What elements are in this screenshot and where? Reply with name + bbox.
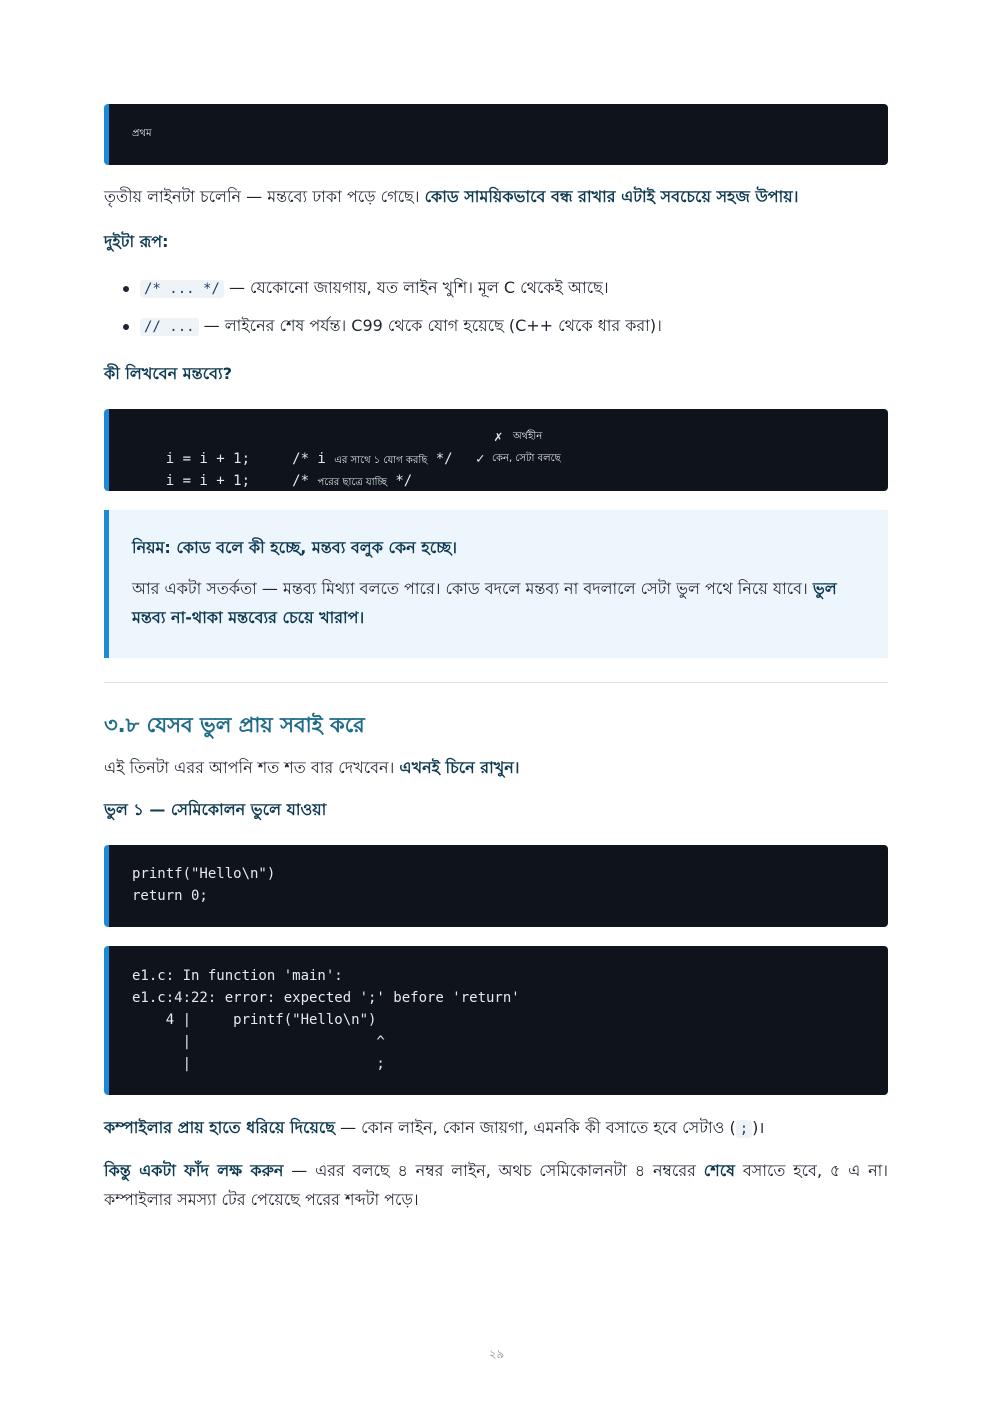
paragraph-text: — এরর বলছে ৪ নম্বর লাইন, অথচ সেমিকোলনটা ৪ নম্বরের	[283, 1161, 704, 1180]
list-item	[104, 312, 888, 350]
code-text: i = i + 1; /*	[165, 473, 318, 489]
paragraph-text: বসাতে হবে, ৫ এ না। কম্পাইলার সমস্যা টের পেয়েছে পরের শব্দটা পড়ে।	[104, 1161, 888, 1209]
inline-code: /* ... */	[140, 280, 224, 298]
code-comment: এর সাথে ১ যোগ করছি	[334, 455, 428, 466]
rule-text-body: আর একটা সতর্কতা — মন্তব্য মিথ্যা বলতে পারে। কোড বদলে মন্তব্য না বদলালে সেটা ভুল পথে নিয়ে যাবে।	[132, 579, 813, 598]
paragraph	[104, 1156, 888, 1214]
code-text: i = i + 1; /* i	[165, 451, 335, 467]
code-line	[132, 448, 888, 489]
code-line: return 0;	[132, 888, 208, 904]
code-line: e1.c: In function 'main':	[132, 968, 343, 984]
paragraph-bold: কিন্তু একটা ফাঁদ লক্ষ করুন	[104, 1161, 284, 1180]
rule-callout	[104, 510, 888, 658]
cross-mark: ✗	[494, 429, 503, 445]
code-line: প্রথম	[132, 128, 152, 139]
list-item-text: — যেকোনো জায়গায়, যত লাইন খুশি। মূল C থেকেই আছে।	[223, 278, 609, 297]
inline-code: ;	[736, 1120, 752, 1138]
paragraph-text: তৃতীয় লাইনটা চলেনি — মন্তব্যে ঢাকা পড়ে গেছে।	[104, 187, 425, 206]
intro-bold: এখনই চিনে রাখুন।	[399, 758, 520, 777]
mistake-heading: ভুল ১ — সেমিকোলন ভুলে যাওয়া	[104, 800, 327, 819]
code-note: অর্থহীন	[513, 431, 543, 442]
check-mark: ✓	[476, 451, 485, 467]
code-text: */	[427, 451, 453, 467]
paragraph	[104, 1113, 888, 1144]
code-line: | ^	[132, 1034, 385, 1050]
inline-code: // ...	[140, 318, 199, 336]
page-number: ২৯	[488, 1347, 505, 1361]
forms-list	[104, 274, 888, 350]
paragraph-bold: কম্পাইলার প্রায় হাতে ধরিয়ে দিয়েছে	[104, 1118, 335, 1137]
rule-title: নিয়ম: কোড বলে কী হচ্ছে, মন্তব্য বলুক কেন হচ্ছে।	[132, 538, 458, 557]
rule-text	[132, 574, 865, 632]
code-line: printf("Hello\n")	[132, 866, 276, 882]
code-note: কেন, সেটা বলছে	[492, 453, 561, 464]
code-text: */	[386, 473, 413, 489]
list-item-text: — লাইনের শেষ পর্যন্ত। C99 থেকে যোগ হয়েছে (C++ থেকে ধার করা)।	[198, 316, 662, 335]
paragraph-text: )।	[752, 1118, 765, 1137]
code-comment: পরের ছাত্রে যাচ্ছি	[317, 477, 387, 488]
list-item	[104, 274, 888, 312]
section-intro	[104, 753, 888, 782]
code-block-1	[104, 104, 888, 165]
divider	[104, 682, 888, 683]
bullet	[123, 324, 129, 330]
code-line: 4 | printf("Hello\n")	[132, 1012, 377, 1028]
code-line: e1.c:4:22: error: expected ';' before 'return'	[132, 990, 520, 1006]
paragraph	[104, 182, 888, 211]
forms-heading: দুইটা রূপ:	[104, 232, 169, 251]
code-block-3	[104, 845, 888, 927]
paragraph-text: — কোন লাইন, কোন জায়গা, এমনকি কী বসাতে হবে সেটাও (	[335, 1118, 736, 1137]
intro-text: এই তিনটা এরর আপনি শত শত বার দেখবেন।	[104, 758, 400, 777]
rule-text-bold: ভুল মন্তব্য না-থাকা মন্তব্যের চেয়ে খারাপ।	[132, 579, 837, 627]
code-block-2	[104, 409, 888, 491]
code-line: | ;	[132, 1056, 385, 1072]
what-heading: কী লিখবেন মন্তব্যে?	[104, 364, 232, 383]
section-title: ৩.৮ যেসব ভুল প্রায় সবাই করে	[104, 713, 365, 737]
paragraph-bold: কোড সাময়িকভাবে বন্ধ রাখার এটাই সবচেয়ে সহজ উপায়।	[424, 187, 799, 206]
code-block-4	[104, 946, 888, 1095]
paragraph-bold: শেষে	[703, 1161, 736, 1180]
bullet	[123, 286, 129, 292]
